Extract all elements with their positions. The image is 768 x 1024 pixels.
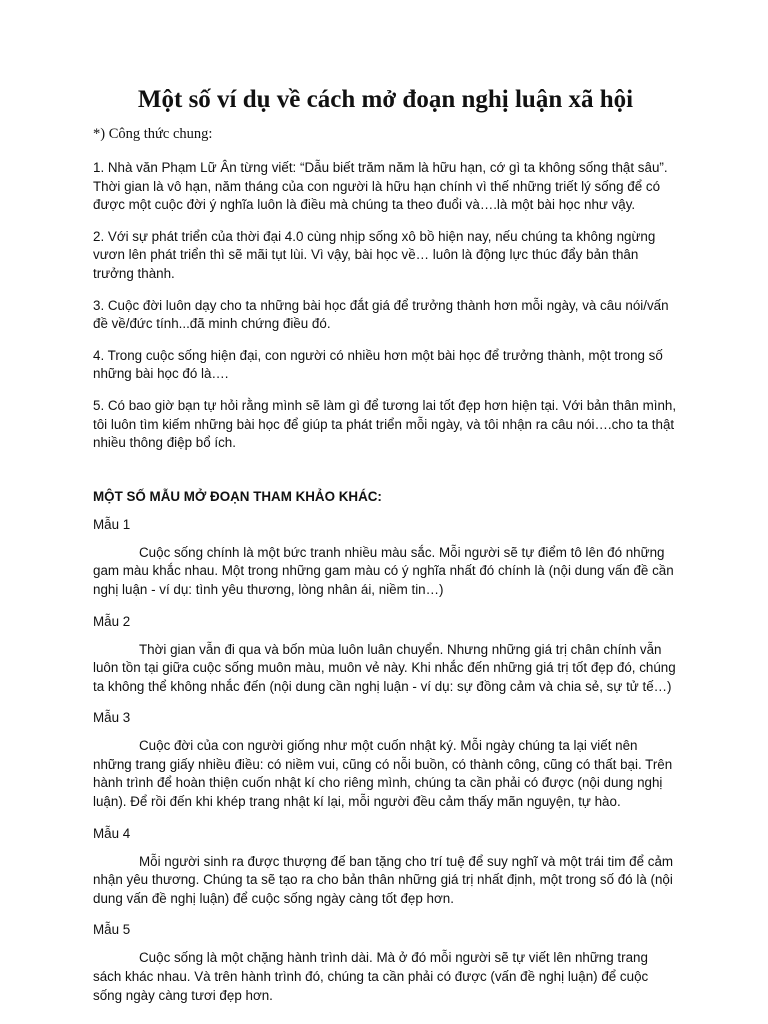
sample-label: Mẫu 1: [93, 516, 131, 532]
formula-item: 3. Cuộc đời luôn dạy cho ta những bài học đắt giá để trưởng thành hơn mỗi ngày, và câu nói/vấn đề về/đức tính...đã minh chứng điều đó.: [93, 297, 669, 332]
sample-text: Thời gian vẫn đi qua và bốn mùa luôn luân chuyển. Nhưng những giá trị chân chính vẫn luôn tồn tại giữa cuộc sống muôn màu, muôn vẻ này. Khi nhắc đến những giá trị tốt đẹp đó, chúng ta không thể không nhắc đến (nội dung cần nghị luận - ví dụ: sự đồng cảm và chia sẻ, sự tử tế…): [93, 641, 676, 694]
sample-text: Cuộc đời của con người giống như một cuốn nhật ký. Mỗi ngày chúng ta lại viết nên những trang giấy nhiều điều: có niềm vui, cũng có nỗi buồn, có thành công, cũng có thất bại. Trên hành trình để hoàn thiện cuốn nhật kí cho riêng mình, chúng ta cần phải có được (nội dung nghị luận). Để rồi đến khi khép trang nhật kí lại, mỗi người đều cảm thấy mãn nguyện, tự hào.: [93, 738, 673, 810]
sample-label: Mẫu 4: [93, 825, 131, 841]
sample-label: Mẫu 3: [93, 710, 131, 726]
formula-item: 5. Có bao giờ bạn tự hỏi rằng mình sẽ làm gì để tương lai tốt đẹp hơn hiện tại. Với bản thân mình, tôi luôn tìm kiếm những bài học để giúp ta phát triển mỗi ngày, và tôi nhận ra câu nói….cho ta thật nhiều thông điệp bổ ích.: [93, 397, 677, 451]
formula-heading: *) Công thức chung:: [93, 126, 213, 142]
formula-item: 1. Nhà văn Phạm Lữ Ân từng viết: “Dẫu biết trăm năm là hữu hạn, cớ gì ta không sống thật sâu”. Thời gian là vô hạn, năm tháng của con người là hữu hạn chính vì thế những triết lý sống để có được một cuộc đời ý nghĩa luôn là điều mà chúng ta theo đuổi và….là một bài học như vậy.: [93, 160, 668, 213]
section-spacer: [93, 466, 678, 488]
samples-heading: MỘT SỐ MẪU MỞ ĐOẠN THAM KHẢO KHÁC:: [93, 488, 382, 504]
formula-item: 4. Trong cuộc sống hiện đại, con người có nhiều hơn một bài học để trưởng thành, một trong số những bài học đó là….: [93, 347, 663, 382]
document-title: Một số ví dụ về cách mở đoạn nghị luận xã hội: [137, 86, 634, 113]
sample-label: Mẫu 2: [93, 613, 131, 629]
sample-text: Cuộc sống chính là một bức tranh nhiều màu sắc. Mỗi người sẽ tự điểm tô lên đó những gam màu khắc nhau. Một trong những gam màu có ý nghĩa nhất đó chính là (nội dung vấn đề cần nghị luận - ví dụ: tình yêu thương, lòng nhân ái, niềm tin…): [93, 544, 674, 597]
sample-text: Mỗi người sinh ra được thượng đế ban tặng cho trí tuệ để suy nghĩ và một trái tim để cảm nhận yêu thương. Chúng ta sẽ tạo ra cho bản thân những giá trị nhất định, một trong số đó là (nội dung vấn đề nghị luận) để cuộc sống ngày càng tốt đẹp hơn.: [93, 853, 674, 906]
sample-label: Mẫu 5: [93, 922, 131, 938]
sample-text: Cuộc sống là một chặng hành trình dài. Mà ở đó mỗi người sẽ tự viết lên những trang sách khác nhau. Và trên hành trình đó, chúng ta cần phải có được (vấn đề nghị luận) để cuộc sống ngày càng tươi đẹp hơn.: [93, 950, 649, 1003]
formula-item: 2. Với sự phát triển của thời đại 4.0 cùng nhịp sống xô bồ hiện nay, nếu chúng ta không ngừng vươn lên phát triển thì sẽ mãi tụt lùi. Vì vậy, bài học về… luôn là động lực thúc đẩy bản thân trưởng thành.: [93, 228, 656, 281]
